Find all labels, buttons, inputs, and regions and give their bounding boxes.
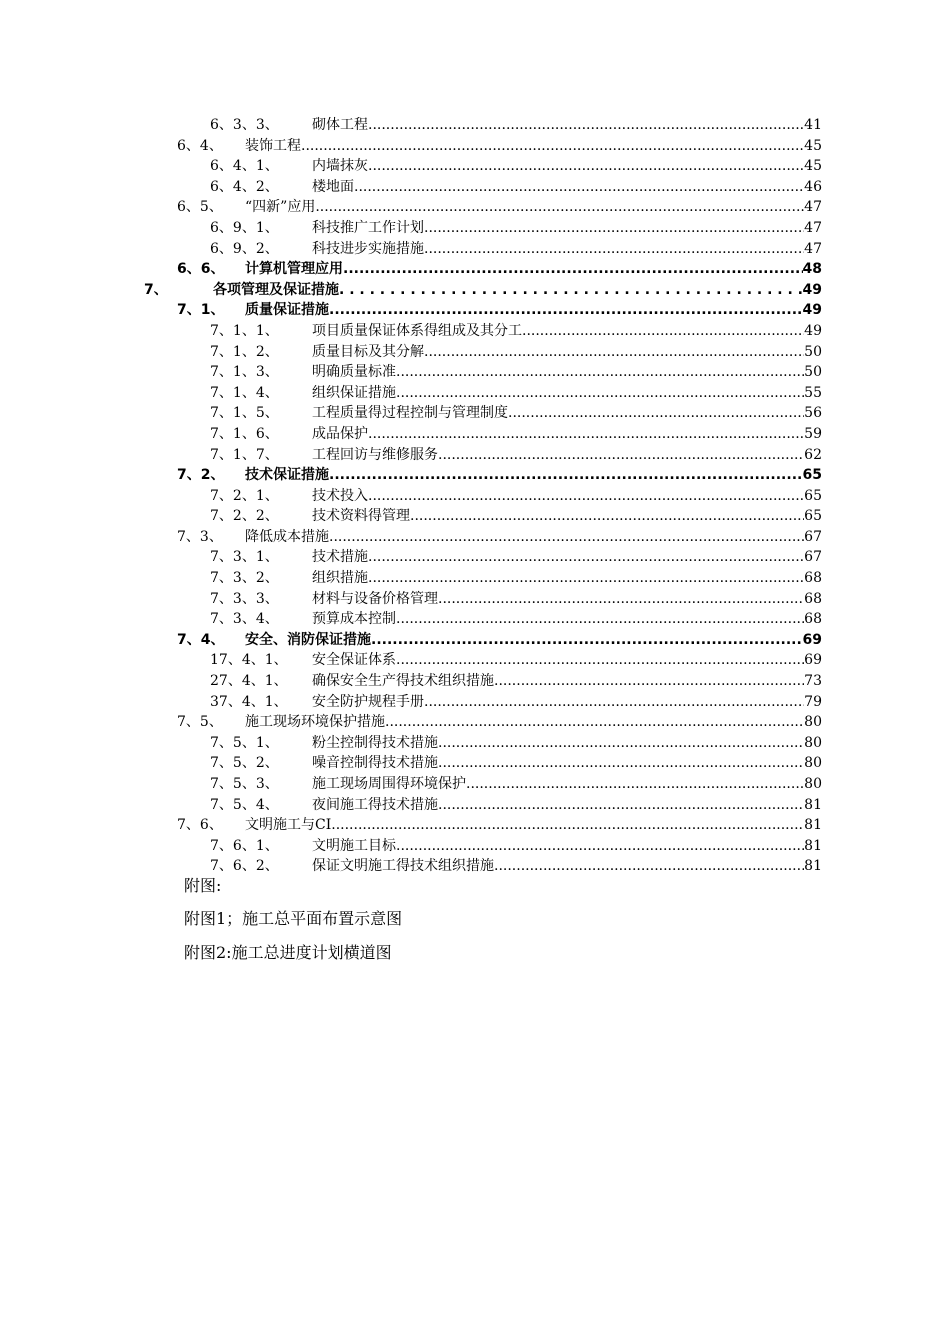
toc-entry-number: 7、5、3、 bbox=[210, 776, 279, 792]
toc-entry-title: 文明施工与CI bbox=[245, 817, 332, 834]
toc-dot-leader bbox=[368, 424, 804, 445]
toc-entry-number: 7、1、1、 bbox=[210, 322, 279, 339]
toc-entry-number: 7、1、7、 bbox=[210, 446, 279, 463]
toc-dot-leader bbox=[410, 506, 804, 527]
toc-entry[interactable] bbox=[0, 136, 950, 157]
toc-entry-page-number: 47 bbox=[804, 199, 822, 216]
toc-entry-number: 6、9、1、 bbox=[210, 219, 279, 236]
toc-entry-title: 明确质量标准 bbox=[312, 364, 396, 381]
toc-dot-leader bbox=[494, 671, 804, 692]
toc-entry[interactable] bbox=[0, 156, 950, 177]
appendix-heading: 附图: bbox=[184, 876, 222, 895]
toc-dot-leader bbox=[368, 486, 804, 507]
toc-entry-title: 组织措施 bbox=[312, 570, 368, 587]
toc-dot-leader bbox=[522, 321, 804, 342]
toc-dot-leader bbox=[438, 733, 804, 754]
toc-entry-title: 计算机管理应用 bbox=[245, 261, 343, 278]
toc-entry[interactable] bbox=[0, 753, 950, 774]
toc-entry-page-number: 80 bbox=[804, 734, 822, 751]
toc-entry-number: 7、3、4、 bbox=[210, 611, 279, 628]
toc-entry-page-number: 67 bbox=[804, 528, 822, 545]
toc-entry-page-number: 50 bbox=[804, 364, 822, 381]
toc-entry-number: 7、3、2、 bbox=[210, 570, 279, 587]
table-of-contents bbox=[0, 115, 950, 877]
toc-entry-number: 7、1、2、 bbox=[210, 343, 279, 360]
toc-entry-number: 7、6、 bbox=[177, 817, 223, 834]
toc-entry-number: 7、5、4、 bbox=[210, 796, 279, 813]
toc-entry-number: 6、9、2、 bbox=[210, 240, 279, 257]
toc-entry[interactable] bbox=[0, 774, 950, 795]
toc-entry-page-number: 81 bbox=[804, 837, 822, 854]
toc-dot-leader bbox=[368, 156, 804, 177]
toc-entry[interactable] bbox=[0, 115, 950, 136]
toc-entry-number: 6、4、2、 bbox=[210, 178, 279, 195]
toc-dot-leader bbox=[396, 650, 804, 671]
toc-entry[interactable] bbox=[0, 424, 950, 445]
toc-entry-number: 7、2、1、 bbox=[210, 487, 279, 504]
toc-dot-leader bbox=[396, 383, 804, 404]
toc-dot-leader bbox=[438, 445, 804, 466]
toc-entry[interactable] bbox=[0, 239, 950, 260]
toc-dot-leader bbox=[438, 589, 804, 610]
toc-entry[interactable] bbox=[0, 527, 950, 548]
toc-entry-title: 夜间施工得技术措施 bbox=[312, 796, 438, 813]
toc-entry[interactable] bbox=[0, 403, 950, 424]
toc-entry-page-number: 65 bbox=[804, 487, 822, 504]
toc-entry[interactable] bbox=[0, 815, 950, 836]
toc-entry[interactable] bbox=[0, 300, 950, 321]
toc-entry-page-number: 79 bbox=[804, 693, 822, 710]
toc-entry-title: 噪音控制得技术措施 bbox=[312, 755, 438, 772]
toc-entry-number: 6、6、 bbox=[177, 261, 225, 278]
toc-entry-title: 安全防护规程手册 bbox=[312, 693, 424, 710]
toc-entry[interactable] bbox=[0, 342, 950, 363]
toc-entry-number: 7、2、 bbox=[177, 467, 225, 484]
toc-entry-title: 施工现场周围得环境保护 bbox=[312, 776, 466, 792]
toc-entry-number: 7、1、3、 bbox=[210, 364, 279, 381]
toc-entry-title: 项目质量保证体系得组成及其分工 bbox=[312, 322, 522, 339]
toc-entry-title: 技术保证措施 bbox=[245, 467, 329, 484]
toc-dot-leader bbox=[368, 547, 804, 568]
toc-entry-title: 质量保证措施 bbox=[245, 302, 329, 319]
toc-entry[interactable] bbox=[0, 259, 950, 280]
toc-dot-leader bbox=[329, 527, 804, 548]
toc-entry[interactable] bbox=[0, 197, 950, 218]
toc-entry[interactable] bbox=[0, 733, 950, 754]
toc-entry-title: 确保安全生产得技术组织措施 bbox=[312, 673, 494, 690]
toc-entry-page-number: 81 bbox=[804, 858, 822, 875]
toc-entry-title: 科技进步实施措施 bbox=[312, 240, 424, 257]
toc-dot-leader bbox=[438, 753, 804, 774]
toc-entry-page-number: 46 bbox=[804, 178, 822, 195]
toc-entry-title: 材料与设备价格管理 bbox=[312, 590, 438, 607]
toc-entry-page-number: 48 bbox=[802, 261, 822, 278]
toc-entry[interactable] bbox=[0, 486, 950, 507]
toc-entry-title: 技术资料得管理 bbox=[312, 508, 410, 525]
toc-entry-page-number: 68 bbox=[804, 611, 822, 628]
toc-dot-leader bbox=[315, 197, 804, 218]
toc-entry[interactable] bbox=[0, 836, 950, 857]
toc-dot-leader bbox=[424, 218, 804, 239]
toc-dot-leader bbox=[343, 259, 803, 280]
toc-dot-leader bbox=[424, 239, 804, 260]
toc-entry[interactable] bbox=[0, 609, 950, 630]
toc-entry[interactable] bbox=[0, 362, 950, 383]
toc-entry-page-number: 47 bbox=[804, 219, 822, 236]
toc-entry-title: 成品保护 bbox=[312, 425, 368, 442]
toc-entry[interactable] bbox=[0, 445, 950, 466]
toc-entry-page-number: 49 bbox=[802, 302, 822, 319]
toc-dot-leader bbox=[438, 795, 804, 816]
toc-entry-title: 楼地面 bbox=[312, 178, 354, 195]
toc-entry-page-number: 65 bbox=[804, 508, 822, 525]
toc-entry-number: 7、2、2、 bbox=[210, 508, 279, 525]
toc-entry-title: 施工现场环境保护措施 bbox=[245, 714, 385, 731]
toc-dot-leader bbox=[396, 609, 804, 630]
toc-entry-number: 7、5、 bbox=[177, 714, 223, 731]
toc-dot-leader bbox=[494, 856, 804, 877]
toc-entry[interactable] bbox=[0, 712, 950, 733]
toc-entry-page-number: 68 bbox=[804, 590, 822, 607]
toc-entry-number: 6、5、 bbox=[177, 199, 223, 216]
toc-dot-leader bbox=[368, 115, 804, 136]
toc-entry[interactable] bbox=[0, 671, 950, 692]
toc-entry-page-number: 80 bbox=[804, 755, 822, 772]
toc-entry[interactable] bbox=[0, 547, 950, 568]
toc-entry-title: 安全、消防保证措施 bbox=[245, 631, 371, 648]
toc-entry-number: 7、1、6、 bbox=[210, 425, 279, 442]
toc-entry-number: 6、4、 bbox=[177, 137, 223, 154]
toc-entry-title: 工程质量得过程控制与管理制度 bbox=[312, 405, 508, 422]
toc-entry-title: 保证文明施工得技术组织措施 bbox=[312, 858, 494, 875]
toc-entry-title: 技术措施 bbox=[312, 549, 368, 566]
toc-dot-leader bbox=[508, 403, 804, 424]
toc-dot-leader bbox=[354, 177, 804, 198]
toc-entry-number: 7、3、 bbox=[177, 528, 223, 545]
toc-entry-number: 7、5、1、 bbox=[210, 734, 279, 751]
toc-dot-leader bbox=[371, 630, 803, 651]
toc-entry-page-number: 80 bbox=[804, 714, 822, 731]
toc-entry-title: 砌体工程 bbox=[312, 117, 368, 133]
toc-entry-number: 7、6、1、 bbox=[210, 837, 279, 854]
toc-dot-leader bbox=[466, 774, 804, 795]
toc-entry-page-number: 81 bbox=[804, 796, 822, 813]
toc-entry-number: 6、3、3、 bbox=[210, 117, 279, 133]
toc-entry-page-number: 49 bbox=[802, 281, 822, 298]
toc-entry-page-number: 55 bbox=[804, 384, 822, 401]
toc-dot-leader bbox=[329, 300, 803, 321]
toc-entry[interactable] bbox=[0, 321, 950, 342]
toc-entry[interactable] bbox=[0, 650, 950, 671]
toc-entry[interactable] bbox=[0, 692, 950, 713]
toc-entry[interactable] bbox=[0, 630, 950, 651]
toc-entry-page-number: 47 bbox=[804, 240, 822, 257]
toc-entry-title: 装饰工程 bbox=[245, 137, 301, 154]
toc-entry-number: 17、4、1、 bbox=[210, 652, 288, 669]
toc-entry-page-number: 68 bbox=[804, 570, 822, 587]
toc-dot-leader bbox=[368, 568, 804, 589]
toc-entry-number: 7、1、 bbox=[177, 302, 225, 319]
toc-entry-title: 内墙抹灰 bbox=[312, 158, 368, 175]
toc-entry-page-number: 45 bbox=[804, 158, 822, 175]
toc-entry[interactable] bbox=[0, 218, 950, 239]
toc-entry-title: 文明施工目标 bbox=[312, 837, 396, 854]
toc-entry-number: 27、4、1、 bbox=[210, 673, 288, 690]
toc-entry[interactable] bbox=[0, 177, 950, 198]
toc-dot-leader bbox=[396, 362, 804, 383]
toc-entry-page-number: 81 bbox=[804, 817, 822, 834]
toc-entry-title: “四新”应用 bbox=[245, 199, 316, 216]
toc-entry[interactable] bbox=[0, 383, 950, 404]
toc-dot-leader bbox=[329, 465, 803, 486]
toc-entry-page-number: 73 bbox=[804, 673, 822, 690]
toc-entry-page-number: 80 bbox=[804, 776, 822, 792]
toc-entry-title: 各项管理及保证措施 bbox=[213, 281, 339, 298]
toc-entry-page-number: 49 bbox=[804, 322, 822, 339]
toc-entry-number: 7、 bbox=[144, 281, 168, 298]
toc-dot-leader bbox=[424, 342, 804, 363]
toc-entry[interactable] bbox=[0, 589, 950, 610]
toc-dot-leader bbox=[385, 712, 804, 733]
toc-entry-title: 粉尘控制得技术措施 bbox=[312, 734, 438, 751]
toc-entry-title: 安全保证体系 bbox=[312, 652, 396, 669]
toc-entry-page-number: 56 bbox=[804, 405, 822, 422]
toc-entry[interactable] bbox=[0, 280, 950, 301]
toc-entry-page-number: 45 bbox=[804, 137, 822, 154]
toc-entry[interactable] bbox=[0, 568, 950, 589]
toc-entry-title: 技术投入 bbox=[312, 487, 368, 504]
toc-entry-page-number: 69 bbox=[804, 652, 822, 669]
toc-entry-number: 7、4、 bbox=[177, 631, 225, 648]
toc-entry-number: 7、6、2、 bbox=[210, 858, 279, 875]
toc-entry-title: 降低成本措施 bbox=[245, 528, 329, 545]
toc-entry-page-number: 50 bbox=[804, 343, 822, 360]
toc-dot-leader bbox=[396, 836, 804, 857]
toc-dot-leader bbox=[301, 136, 804, 157]
toc-entry[interactable] bbox=[0, 465, 950, 486]
toc-entry-page-number: 62 bbox=[804, 446, 822, 463]
toc-entry-title: 科技推广工作计划 bbox=[312, 219, 424, 236]
toc-entry-number: 7、3、3、 bbox=[210, 590, 279, 607]
toc-entry-number: 7、1、5、 bbox=[210, 405, 279, 422]
toc-entry-page-number: 69 bbox=[802, 631, 822, 648]
toc-entry-title: 预算成本控制 bbox=[312, 611, 396, 628]
toc-dot-leader bbox=[424, 692, 804, 713]
appendix-item-2: 附图2:施工总进度计划横道图 bbox=[184, 943, 392, 962]
toc-dot-leader bbox=[339, 280, 803, 301]
toc-entry-number: 7、3、1、 bbox=[210, 549, 279, 566]
toc-entry[interactable] bbox=[0, 856, 950, 877]
toc-entry-page-number: 67 bbox=[804, 549, 822, 566]
toc-entry-title: 组织保证措施 bbox=[312, 384, 396, 401]
appendix-item-1: 附图1；施工总平面布置示意图 bbox=[184, 909, 403, 928]
toc-entry-title: 质量目标及其分解 bbox=[312, 343, 424, 360]
toc-entry-number: 37、4、1、 bbox=[210, 693, 288, 710]
toc-entry-page-number: 41 bbox=[804, 117, 822, 133]
toc-entry-title: 工程回访与维修服务 bbox=[312, 446, 438, 463]
toc-entry[interactable] bbox=[0, 506, 950, 527]
toc-entry-number: 6、4、1、 bbox=[210, 158, 279, 175]
toc-entry-page-number: 65 bbox=[802, 467, 822, 484]
toc-dot-leader bbox=[331, 815, 804, 836]
toc-entry-number: 7、1、4、 bbox=[210, 384, 279, 401]
toc-entry-page-number: 59 bbox=[804, 425, 822, 442]
toc-entry[interactable] bbox=[0, 795, 950, 816]
toc-entry-number: 7、5、2、 bbox=[210, 755, 279, 772]
